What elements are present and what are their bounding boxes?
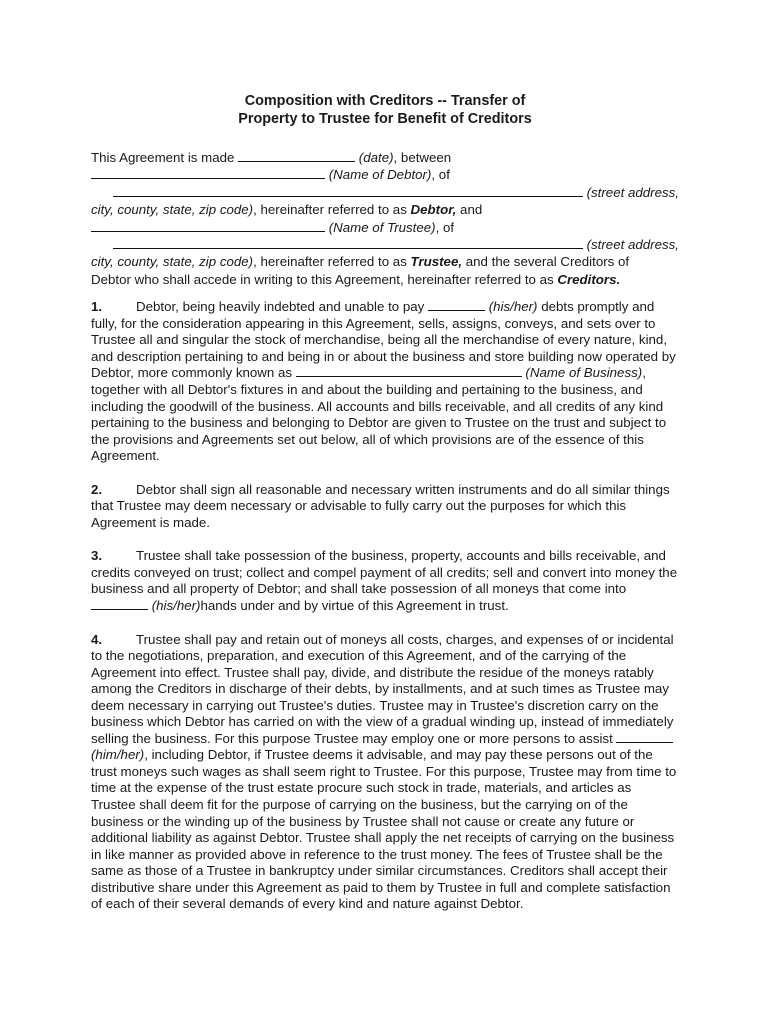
text-run: , hereinafter referred to as: [253, 254, 411, 270]
text-run: and the several Creditors of: [462, 254, 630, 270]
fill-in-blank[interactable]: [238, 150, 355, 162]
text-run: Debtor, being heavily indebted and unable to pay: [136, 299, 429, 315]
placeholder-hint: (him/her): [91, 747, 145, 763]
document-title: [91, 93, 679, 128]
text-run: Debtor who shall accede in writing to this Agreement, hereinafter referred to as: [91, 271, 558, 287]
text-run: , together with all Debtor's fixtures in and about the building and pertaining to the business, and including the goodwill of the business. All accounts and bills receivable, and all credits of any kind pertaining to the business and belonging to Debtor are given to Trustee on the trust and subject to the provisions and Agreements set out below, all of which provisions are of the essence of this Agreement.: [91, 365, 667, 464]
text-run: , including Debtor, if Trustee deems it advisable, and may pay these persons out of the trust moneys such wages as shall seem right to Trustee. For this purpose, Trustee may from time to time at the expense of the trust estate procure such stock in trade, materials, and articles as Trustee shall deem fit for the purpose of carrying on the business, but the carrying on of the business or the winding up of the business by Trustee shall not cause or create any future or additional liability as against Debtor. Trustee shall apply the net receipts of carrying on the business in like manner as provided above in reference to the trust money. The fees of Trustee shall be the same as those of a Trustee in bankruptcy under similar circumstances. Creditors shall accept their distributive share under this Agreement as paid to them by Trustee in full and complete satisfaction of each of their several demands of every kind and nature against Debtor.: [91, 747, 677, 912]
numbered-paragraphs: [91, 299, 679, 913]
placeholder-hint: city, county, state, zip code): [91, 202, 254, 218]
paragraph-number: 1.: [91, 299, 103, 315]
text-run: , hereinafter referred to as: [253, 202, 411, 218]
intro-line: [91, 201, 679, 218]
fill-in-blank[interactable]: [91, 167, 325, 179]
fill-in-blank[interactable]: [428, 299, 485, 311]
text-run: , of: [431, 167, 450, 183]
placeholder-hint: (street address,: [586, 184, 679, 200]
intro-line: [91, 166, 679, 183]
placeholder-hint: (his/her): [151, 598, 201, 613]
text-run: Trustee shall pay and retain out of moneys all costs, charges, and expenses of or incidental to the negotiations, preparation, and execution of this Agreement, and of the carrying of the Agreement into effect. Trustee shall pay, divide, and distribute the residue of the moneys ratably among the Creditors in discharge of their debts, by installments, and at such times as Trustee may deem necessary in carrying out Trustee's duties. Trustee may in Trustee's discretion carry on the business which Debtor has carried on with the view of a gradual winding up, instead of immediately selling the business. For this purpose Trustee may employ one or more persons to assist: [91, 631, 674, 746]
document-page: [91, 93, 679, 930]
placeholder-hint: city, county, state, zip code): [91, 254, 254, 270]
title-line: Composition with Creditors -- Transfer of: [244, 93, 526, 109]
intro-line: [91, 253, 679, 270]
placeholder-hint: (his/her): [488, 299, 538, 315]
intro-line: [91, 149, 679, 166]
paragraph-4: [91, 632, 679, 913]
paragraph-2: [91, 482, 679, 532]
defined-term: Debtor,: [410, 202, 457, 218]
text-run: , of: [435, 219, 455, 235]
paragraph-number: 3.: [91, 548, 103, 564]
defined-term: Creditors.: [557, 271, 621, 287]
intro-section: [91, 149, 679, 288]
text-run: Debtor shall sign all reasonable and necessary written instruments and do all similar things that Trustee may deem necessary or advisable to fully carry out the purposes for which this Agreement is made.: [91, 481, 670, 530]
text-run: , between: [393, 150, 452, 165]
placeholder-hint: (Name of Business): [525, 365, 643, 381]
text-run: Trustee shall take possession of the business, property, accounts and bills receivable, and credits conveyed on trust; collect and compel payment of all credits; sell and convert into money the business and all property of Debtor; and shall take possession of all moneys that come into: [91, 548, 678, 597]
text-run: and: [456, 202, 483, 218]
title-line: Property to Trustee for Benefit of Creditors: [238, 110, 532, 127]
intro-line: [91, 219, 679, 236]
placeholder-hint: (date): [358, 150, 394, 165]
defined-term: Trustee,: [410, 254, 463, 270]
fill-in-blank[interactable]: [113, 185, 583, 197]
fill-in-blank[interactable]: [113, 237, 583, 249]
placeholder-hint: (Name of Trustee): [328, 219, 436, 235]
text-run: debts promptly and fully, for the consideration appearing in this Agreement, sells, assigns, conveys, and sets over to Trustee all and singular the stock of merchandise, being all the merchandise of every nature, kind, and description pertaining to and being in or about the business and store building now operated by Debtor, more commonly known as: [91, 299, 676, 381]
intro-line: [91, 271, 679, 288]
fill-in-blank[interactable]: [91, 220, 325, 232]
fill-in-blank[interactable]: [616, 731, 673, 743]
fill-in-blank[interactable]: [91, 598, 148, 610]
placeholder-hint: (street address,: [586, 237, 679, 253]
paragraph-3: [91, 548, 679, 614]
text-run: hands under and by virtue of this Agreement in trust.: [200, 598, 509, 613]
intro-line: [91, 236, 679, 253]
placeholder-hint: (Name of Debtor): [328, 167, 432, 183]
intro-line: [91, 184, 679, 201]
paragraph-1: [91, 299, 679, 464]
paragraph-number: 4.: [91, 631, 103, 647]
fill-in-blank[interactable]: [296, 365, 522, 377]
paragraph-number: 2.: [91, 481, 103, 497]
text-run: This Agreement is made: [91, 150, 239, 165]
